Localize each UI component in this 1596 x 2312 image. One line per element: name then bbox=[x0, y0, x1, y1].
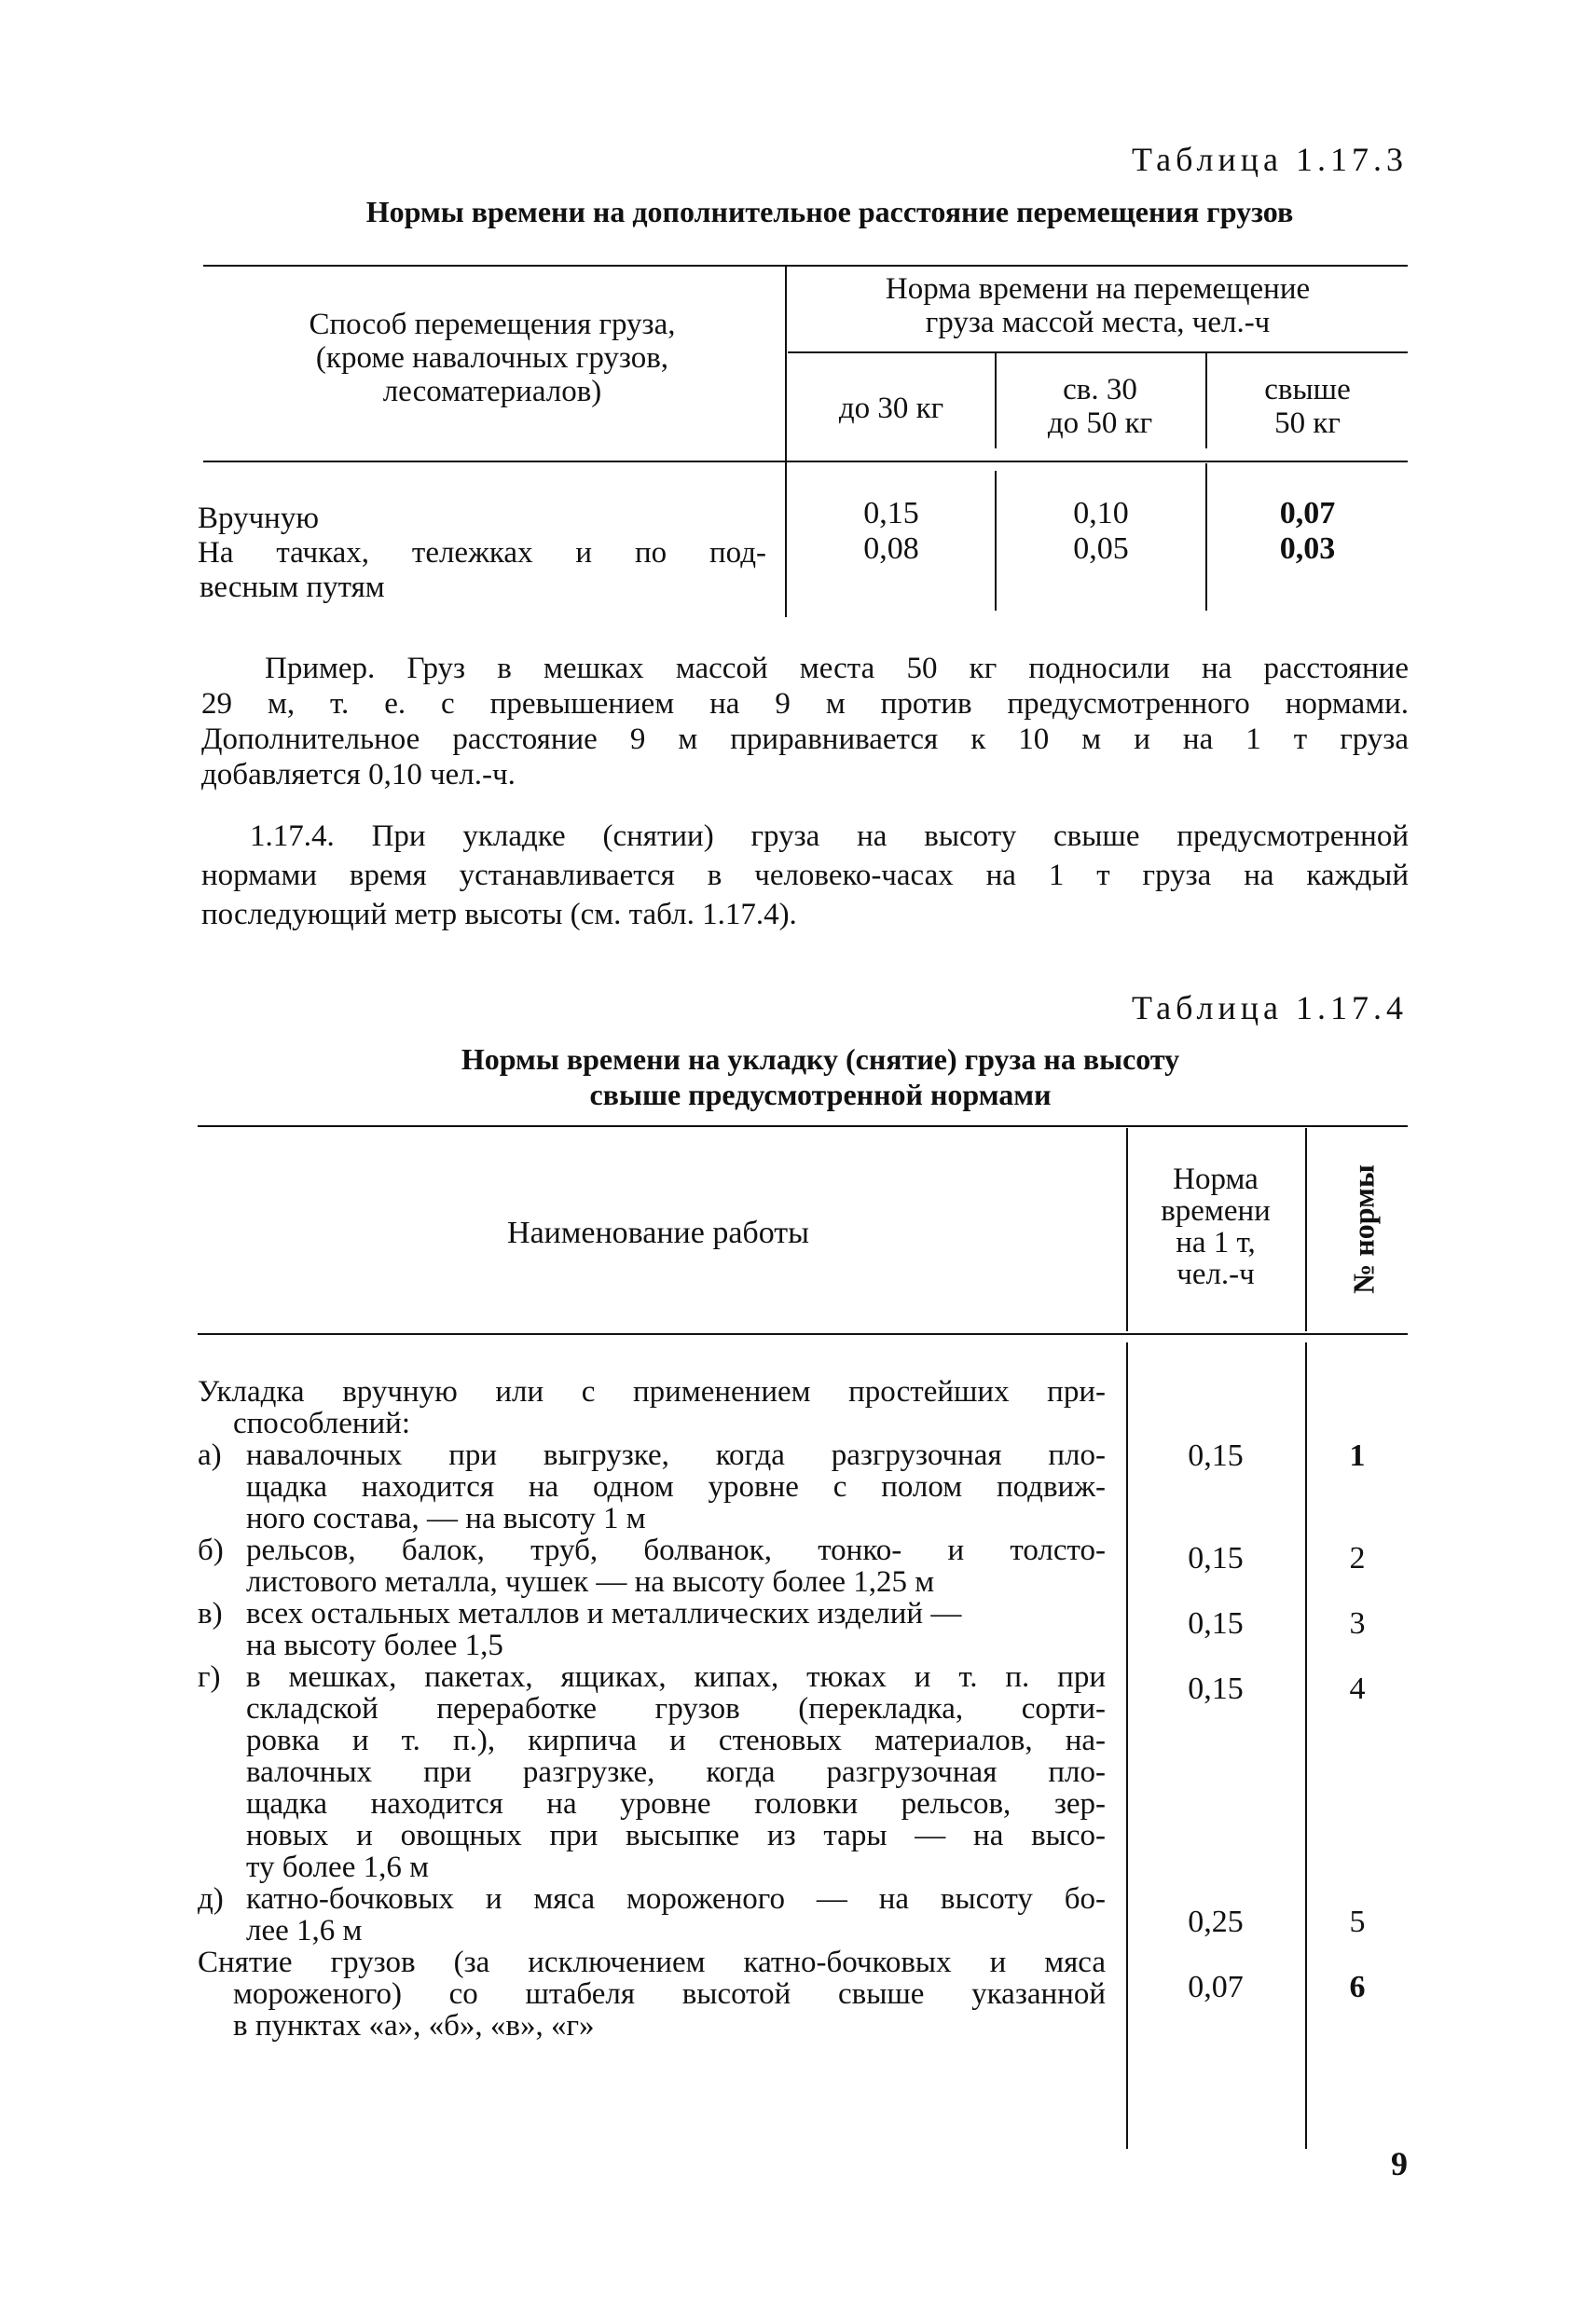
example-paragraph: Пример. Груз в мешках массой места 50 кг подносили на расстояние 29 м, т. е. с превышением на 9 м против предусмотренного нормами. Дополнительное расстояние 9 м приравнивается к 10 м и на 1 т груза добавляется 0,10 чел.-ч. bbox=[201, 652, 1409, 791]
column-header-norm: Норма времени на 1 т, чел.-ч bbox=[1161, 1163, 1271, 1291]
norm-number: 6 bbox=[1349, 1970, 1366, 2004]
table-top-rule bbox=[203, 265, 1408, 267]
intro-text: Укладка вручную или с применением простейших при- способлений: bbox=[198, 1375, 1106, 1440]
clause-paragraph: 1.17.4. При укладке (снятии) груза на высоту свыше предусмотренной нормами время устанавливается в человеко-часах на 1 т груза на каждый последующий метр высоты (см. табл. 1.17.4). bbox=[201, 819, 1409, 931]
norm-number: 4 bbox=[1349, 1672, 1366, 1706]
table-title: Нормы времени на укладку (снятие) груза на высоту свыше предусмотренной нормами bbox=[461, 1042, 1180, 1111]
subheader-rule bbox=[788, 351, 1408, 353]
column-header-method: Способ перемещения груза, (кроме навалочных грузов, лесоматериалов) bbox=[309, 308, 676, 408]
subheader-up-to-30: до 30 кг bbox=[838, 392, 944, 425]
norm-value: 0,15 bbox=[1188, 1606, 1244, 1641]
table-title: Нормы времени на дополнительное расстояние перемещения грузов bbox=[365, 195, 1294, 228]
table-body-text bbox=[198, 1376, 1106, 2042]
table-number: Таблица 1.17.4 bbox=[1132, 989, 1408, 1026]
norm-number: 2 bbox=[1349, 1541, 1366, 1576]
norm-value: 0,15 bbox=[1188, 1438, 1244, 1473]
table-row: г) в мешках, пакетах, ящиках, кипах, тюках и т. п. при складской переработке грузов (перекладка, сорти- ровка и т. п.), кирпича и стеновых материалов, на- валочных при разгрузке, когда разгрузочная пло- щадка находится на уровне головки рельсов, зер- новых и овощных при высыпке из тары — на высо- ту более 1,6 м bbox=[198, 1660, 1106, 1884]
norm-number: 1 bbox=[1349, 1438, 1366, 1473]
value-column: 0,10 0,05 bbox=[1073, 496, 1129, 566]
norm-value: 0,07 bbox=[1188, 1970, 1244, 2004]
norm-value: 0,15 bbox=[1188, 1672, 1244, 1706]
page-number: 9 bbox=[1391, 2145, 1408, 2182]
norm-number: 3 bbox=[1349, 1606, 1366, 1641]
table-top-rule bbox=[198, 1125, 1408, 1127]
subheader-over-50: свыше 50 кг bbox=[1264, 373, 1351, 440]
table-row: Снятие грузов (за исключением катно-бочковых и мяса мороженого) со штабеля высотой свыше указанной в пунктах «а», «б», «в», «г» bbox=[198, 1946, 1106, 2043]
table-number: Таблица 1.17.3 bbox=[1132, 141, 1408, 178]
value-column: 0,15 0,08 bbox=[863, 496, 919, 566]
table-row: д) катно-бочковых и мяса мороженого — на высоту бо- лее 1,6 м bbox=[198, 1882, 1106, 1947]
norm-value: 0,15 bbox=[1188, 1541, 1244, 1576]
subheader-30-to-50: св. 30 до 50 кг bbox=[1047, 373, 1153, 440]
header-bottom-rule bbox=[203, 461, 1408, 462]
norm-number: 5 bbox=[1349, 1905, 1366, 1939]
value-column: 0,07 0,03 bbox=[1279, 496, 1336, 566]
column-header-work: Наименование работы bbox=[507, 1216, 809, 1250]
norm-value: 0,25 bbox=[1188, 1905, 1244, 1939]
table-row: в) всех остальных металлов и металлических изделий — на высоту более 1,5 bbox=[198, 1597, 962, 1662]
table-row: Вручную На тачках, тележках и по под- весным путям bbox=[198, 502, 766, 604]
header-bottom-rule bbox=[198, 1333, 1408, 1335]
table-row: а) навалочных при выгрузке, когда разгрузочная пло- щадка находится на одном уровне с полом подвиж- ного состава, — на высоту 1 м bbox=[198, 1438, 1106, 1535]
column-divider bbox=[1305, 1128, 1307, 1331]
column-divider bbox=[785, 265, 787, 617]
column-header-number: № нормы bbox=[1346, 1164, 1381, 1294]
table-row: б) рельсов, балок, труб, болванок, тонко- и толсто- листового металла, чушек — на высоту более 1,25 м bbox=[198, 1534, 1106, 1599]
column-header-norm: Норма времени на перемещение груза массой места, чел.-ч bbox=[885, 272, 1311, 339]
